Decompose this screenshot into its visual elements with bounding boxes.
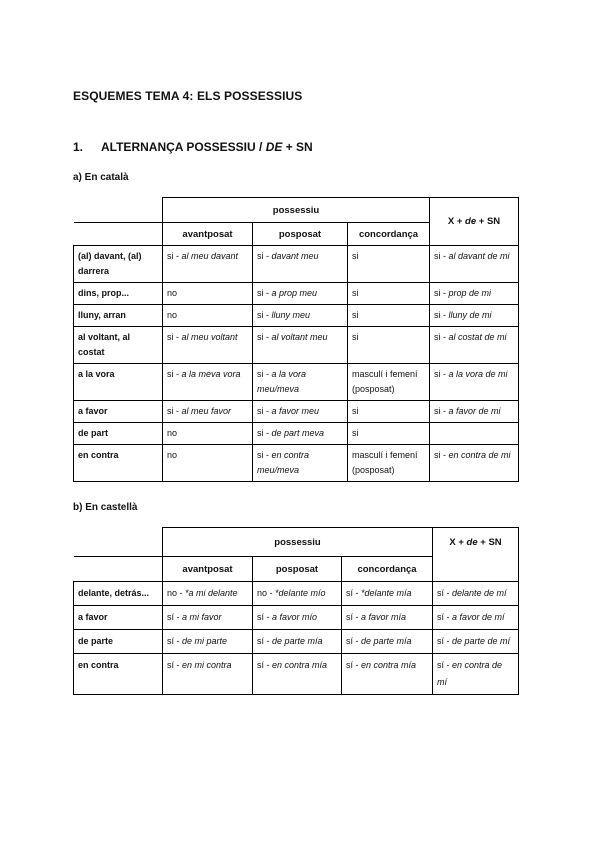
catala-table-body <box>74 246 519 482</box>
catala-heading: a) En català <box>73 172 129 183</box>
table-cell: si - a la vora meu/meva <box>253 364 348 401</box>
table-cell: si <box>348 327 430 364</box>
table-cell: masculí i femení (posposat) <box>348 445 430 482</box>
possessiu-header: possessiu <box>163 198 430 223</box>
table-cell: si - de part meva <box>253 423 348 445</box>
x-de-sn-header: X + de + SN <box>433 528 519 582</box>
corner-cell <box>74 557 163 582</box>
row-label: al voltant, al costat <box>74 327 163 364</box>
table-cell: si - prop de mi <box>430 283 519 305</box>
table-row <box>74 327 519 364</box>
table-cell: sí - de parte mía <box>342 630 433 654</box>
col-header: posposat <box>253 557 342 582</box>
row-label: lluny, arran <box>74 305 163 327</box>
table-cell: si <box>348 423 430 445</box>
table-row <box>74 283 519 305</box>
section-number: 1. <box>73 140 84 154</box>
table-cell: sí - de parte mía <box>253 630 342 654</box>
table-row <box>74 654 519 695</box>
table-cell: si - al meu favor <box>163 401 253 423</box>
table-cell: si - a la vora de mi <box>430 364 519 401</box>
table-cell: si - en contra meu/meva <box>253 445 348 482</box>
table-cell: si - a favor de mi <box>430 401 519 423</box>
castella-table-body <box>74 582 519 695</box>
table-cell: no <box>163 423 253 445</box>
table-row <box>74 582 519 606</box>
section-label-de: DE <box>265 140 283 154</box>
table-cell: sí - delante de mí <box>433 582 519 606</box>
row-label: a favor <box>74 606 163 630</box>
section-label-post: + SN <box>282 140 313 154</box>
table-cell: si <box>348 283 430 305</box>
table-cell: si - lluny meu <box>253 305 348 327</box>
row-label: (al) davant, (al) darrera <box>74 246 163 283</box>
catala-table <box>73 197 519 482</box>
row-label: de part <box>74 423 163 445</box>
col-header: posposat <box>253 223 348 246</box>
castella-heading: b) En castellà <box>73 502 138 513</box>
table-cell: sí - en contra mía <box>342 654 433 695</box>
row-label: delante, detrás... <box>74 582 163 606</box>
table-cell: si <box>348 401 430 423</box>
table-cell: sí - en contra de mí <box>433 654 519 695</box>
table-cell: si - al costat de mi <box>430 327 519 364</box>
table-cell: no <box>163 445 253 482</box>
table-cell: si <box>348 246 430 283</box>
table-row <box>74 305 519 327</box>
table-row <box>74 423 519 445</box>
corner-cell <box>74 198 163 223</box>
table-cell: sí - *delante mía <box>342 582 433 606</box>
table-cell: no - *a mi delante <box>163 582 253 606</box>
table-row <box>74 606 519 630</box>
table-cell: si - a prop meu <box>253 283 348 305</box>
row-label: en contra <box>74 654 163 695</box>
table-cell: si <box>348 305 430 327</box>
page-title: ESQUEMES TEMA 4: ELS POSSESSIUS <box>73 89 303 103</box>
possessiu-header: possessiu <box>163 528 433 557</box>
table-cell: no - *delante mío <box>253 582 342 606</box>
corner-cell <box>74 223 163 246</box>
table-cell: sí - a favor mío <box>253 606 342 630</box>
row-label: de parte <box>74 630 163 654</box>
table-row <box>74 246 519 283</box>
table-cell: si - al meu voltant <box>163 327 253 364</box>
col-header: concordança <box>348 223 430 246</box>
col-header: avantposat <box>163 557 253 582</box>
row-label: en contra <box>74 445 163 482</box>
col-header: avantposat <box>163 223 253 246</box>
table-cell: si - a la meva vora <box>163 364 253 401</box>
table-row <box>74 445 519 482</box>
table-cell <box>430 423 519 445</box>
x-de-sn-header: X + de + SN <box>430 198 519 246</box>
table-cell: no <box>163 283 253 305</box>
col-header: concordança <box>342 557 433 582</box>
table-cell: sí - a favor mía <box>342 606 433 630</box>
section-heading <box>73 140 313 154</box>
table-cell: si - davant meu <box>253 246 348 283</box>
table-cell: si - al voltant meu <box>253 327 348 364</box>
table-cell: sí - en contra mía <box>253 654 342 695</box>
table-cell: si - lluny de mi <box>430 305 519 327</box>
row-label: a la vora <box>74 364 163 401</box>
table-cell: sí - de mi parte <box>163 630 253 654</box>
castella-table <box>73 527 519 695</box>
table-cell: si - al meu davant <box>163 246 253 283</box>
row-label: a favor <box>74 401 163 423</box>
table-cell: no <box>163 305 253 327</box>
table-cell: masculí i femení (posposat) <box>348 364 430 401</box>
table-cell: sí - a mi favor <box>163 606 253 630</box>
table-cell: si - en contra de mi <box>430 445 519 482</box>
table-cell: sí - de parte de mí <box>433 630 519 654</box>
table-row <box>74 401 519 423</box>
row-label: dins, prop... <box>74 283 163 305</box>
table-cell: si - a favor meu <box>253 401 348 423</box>
table-cell: si - al davant de mi <box>430 246 519 283</box>
corner-cell <box>74 528 163 557</box>
table-cell: sí - en mi contra <box>163 654 253 695</box>
table-row <box>74 364 519 401</box>
table-cell: sí - a favor de mí <box>433 606 519 630</box>
table-row <box>74 630 519 654</box>
section-label-pre: ALTERNANÇA POSSESSIU / <box>101 140 266 154</box>
